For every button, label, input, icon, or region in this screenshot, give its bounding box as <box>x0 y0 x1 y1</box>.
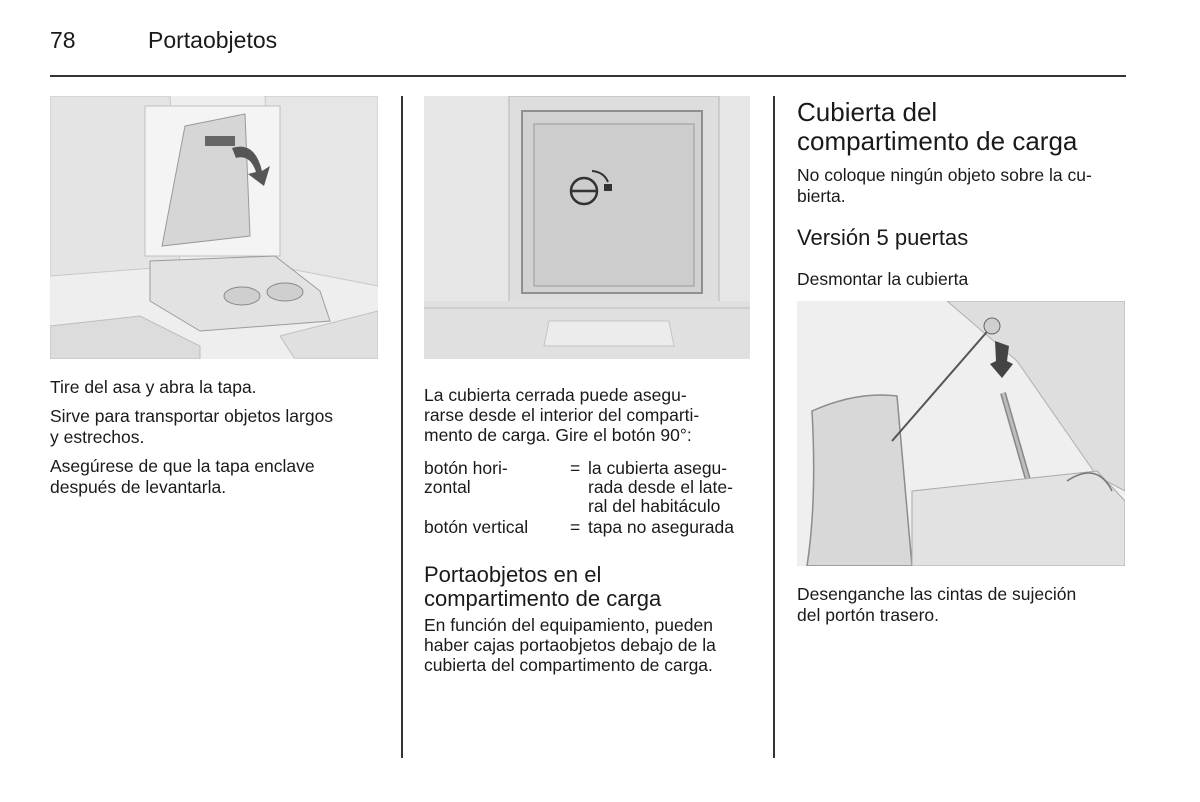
header-rule <box>50 75 1126 77</box>
page-title: Portaobjetos <box>148 27 278 53</box>
armrest-instructions <box>50 377 390 506</box>
definition-equals: = <box>570 458 581 478</box>
section-heading: Cubierta del compartimento de carga <box>797 97 1078 156</box>
definition-description: la cubierta asegu- rada desde el late- ral del habitáculo <box>588 458 733 516</box>
definition-row <box>424 518 758 537</box>
column-divider <box>401 96 403 758</box>
storage-boxes-text: En función del equipamiento, pueden haber cajas portaobjetos debajo de la cubierta del compartimento de carga. <box>424 615 716 675</box>
cover-warning-text: No coloque ningún objeto sobre la cu- bierta. <box>797 165 1092 206</box>
paragraph: Sirve para transportar objetos largos y estrechos. <box>50 406 334 447</box>
minor-heading: Desmontar la cubierta <box>797 269 969 289</box>
subsection-heading: Versión 5 puertas <box>797 225 969 250</box>
knob-position-definitions <box>424 459 758 537</box>
definition-term: botón vertical <box>424 517 529 537</box>
section-heading: Portaobjetos en el compartimento de carga <box>424 562 662 611</box>
definition-description: tapa no asegurada <box>588 517 734 537</box>
paragraph: Asegúrese de que la tapa enclave después de levantarla. <box>50 456 315 497</box>
page-number: 78 <box>50 27 76 53</box>
definition-equals: = <box>570 517 581 537</box>
column-divider <box>773 96 775 758</box>
armrest-pass-through-illustration <box>50 96 378 359</box>
strap-instructions: Desenganche las cintas de sujeción del portón trasero. <box>797 584 1077 625</box>
paragraph: Tire del asa y abra la tapa. <box>50 377 257 397</box>
cover-lock-knob-illustration <box>424 96 750 359</box>
definition-term: botón hori- zontal <box>424 458 508 497</box>
definition-row <box>424 459 758 516</box>
lock-knob-intro: La cubierta cerrada puede asegu- rarse desde el interior del comparti- mento de carga. Gire el botón 90°: <box>424 385 700 445</box>
tailgate-strap-illustration <box>797 301 1125 566</box>
